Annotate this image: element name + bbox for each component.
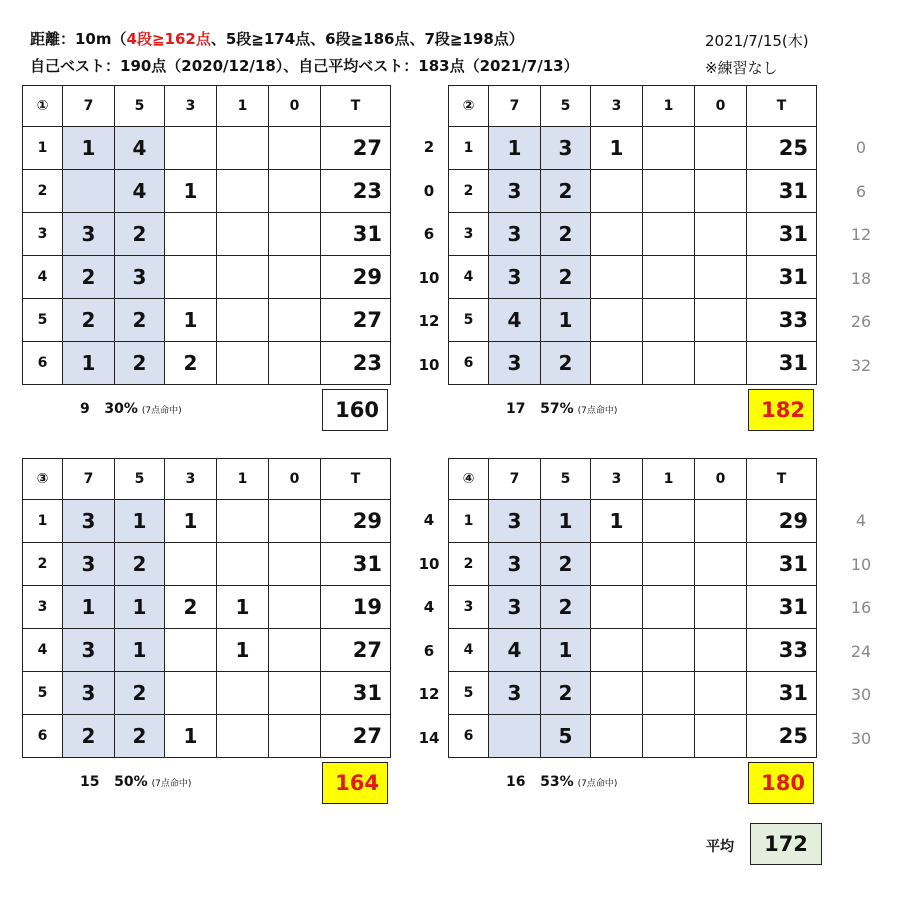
end-total: 23: [321, 342, 391, 385]
score-count-cell: 2: [115, 342, 165, 385]
hit-stats: [80, 774, 191, 790]
end-number: 2: [23, 543, 63, 586]
score-count-cell: 1: [591, 127, 643, 170]
end-row: [449, 715, 817, 758]
score-count-cell: [217, 299, 269, 342]
score-column-header: 0: [269, 459, 321, 500]
score-count-cell: [269, 127, 321, 170]
cumulative-value: 16: [850, 598, 872, 617]
round-total: 180: [748, 762, 814, 804]
score-count-cell: [217, 256, 269, 299]
score-count-cell: [643, 586, 695, 629]
score-count-cell: 2: [541, 586, 591, 629]
end-total: 31: [747, 342, 817, 385]
score-count-cell: 2: [115, 672, 165, 715]
end-number: 4: [23, 629, 63, 672]
score-column-header: 7: [63, 86, 115, 127]
difference-value: 14: [418, 728, 440, 747]
score-count-cell: [165, 127, 217, 170]
end-number: 2: [449, 170, 489, 213]
end-row: [449, 256, 817, 299]
score-count-cell: 1: [115, 629, 165, 672]
score-count-cell: 3: [541, 127, 591, 170]
end-row: [23, 170, 391, 213]
end-total: 23: [321, 170, 391, 213]
end-total: 27: [321, 629, 391, 672]
rank-thresholds: 、5段≧174点、6段≧186点、7段≧198点）: [210, 30, 524, 48]
score-table: [22, 85, 391, 385]
end-number: 1: [23, 500, 63, 543]
end-row: [23, 213, 391, 256]
score-count-cell: 3: [489, 672, 541, 715]
end-number: 4: [449, 629, 489, 672]
round-number: ③: [23, 459, 63, 500]
score-count-cell: 3: [63, 213, 115, 256]
end-number: 6: [449, 342, 489, 385]
hit-rate-note: (7点命中): [141, 406, 182, 416]
score-count-cell: [269, 586, 321, 629]
score-column-header: 7: [489, 459, 541, 500]
score-count-cell: [643, 299, 695, 342]
difference-value: 6: [423, 225, 435, 243]
score-count-cell: 1: [541, 500, 591, 543]
score-count-cell: 1: [63, 586, 115, 629]
date-label: 2021/7/15(木): [705, 32, 809, 50]
round-number: ②: [449, 86, 489, 127]
end-total: 29: [321, 500, 391, 543]
score-count-cell: [165, 543, 217, 586]
score-column-header: 7: [63, 459, 115, 500]
cumulative-value: 12: [850, 225, 872, 244]
end-row: [449, 342, 817, 385]
score-count-cell: 3: [489, 543, 541, 586]
score-count-cell: [591, 256, 643, 299]
score-count-cell: [217, 213, 269, 256]
end-number: 5: [449, 299, 489, 342]
score-count-cell: 2: [541, 342, 591, 385]
end-row: [23, 299, 391, 342]
score-column-header: 5: [541, 86, 591, 127]
score-count-cell: [695, 500, 747, 543]
score-count-cell: 1: [541, 629, 591, 672]
round-number: ④: [449, 459, 489, 500]
score-count-cell: [217, 500, 269, 543]
score-count-cell: [217, 715, 269, 758]
score-table: [22, 458, 391, 758]
end-number: 1: [23, 127, 63, 170]
score-count-cell: 2: [115, 543, 165, 586]
score-count-cell: [695, 715, 747, 758]
score-count-cell: 2: [541, 170, 591, 213]
end-number: 3: [23, 586, 63, 629]
score-count-cell: [165, 256, 217, 299]
score-count-cell: [165, 672, 217, 715]
score-count-cell: [489, 715, 541, 758]
score-column-header: 0: [695, 459, 747, 500]
total-column-header: T: [747, 86, 817, 127]
end-total: 31: [321, 543, 391, 586]
score-count-cell: 2: [63, 256, 115, 299]
score-count-cell: 3: [489, 256, 541, 299]
score-count-cell: 4: [489, 629, 541, 672]
score-count-cell: 3: [63, 629, 115, 672]
score-count-cell: [591, 543, 643, 586]
difference-value: 4: [423, 598, 435, 616]
score-count-cell: [269, 543, 321, 586]
score-count-cell: 2: [165, 342, 217, 385]
end-number: 6: [23, 342, 63, 385]
score-count-cell: [695, 342, 747, 385]
score-column-header: 1: [643, 459, 695, 500]
score-count-cell: [591, 672, 643, 715]
score-count-cell: 3: [63, 672, 115, 715]
rank4-threshold: 4段≧162点: [126, 30, 211, 48]
end-total: 29: [321, 256, 391, 299]
score-count-cell: [695, 543, 747, 586]
personal-best: 自己ベスト：190点（2020/12/18）、自己平均ベスト：183点（2021/7/13）: [30, 57, 579, 75]
score-count-cell: 4: [115, 170, 165, 213]
score-count-cell: 2: [541, 256, 591, 299]
score-column-header: 0: [269, 86, 321, 127]
end-total: 31: [747, 672, 817, 715]
difference-value: 12: [418, 312, 440, 330]
score-count-cell: 1: [541, 299, 591, 342]
score-column-header: 1: [643, 86, 695, 127]
end-row: [449, 543, 817, 586]
end-row: [449, 500, 817, 543]
cumulative-column: [846, 499, 876, 760]
end-number: 6: [449, 715, 489, 758]
end-row: [23, 127, 391, 170]
round-total: 160: [322, 389, 388, 431]
score-count-cell: 3: [63, 543, 115, 586]
score-count-cell: 2: [63, 299, 115, 342]
score-count-cell: [695, 170, 747, 213]
score-count-cell: 2: [541, 672, 591, 715]
difference-value: 2: [423, 138, 435, 156]
score-count-cell: [269, 672, 321, 715]
score-column-header: 1: [217, 86, 269, 127]
score-count-cell: [643, 629, 695, 672]
end-number: 2: [23, 170, 63, 213]
hit-rate: 50%: [114, 774, 148, 790]
round-total: 182: [748, 389, 814, 431]
end-total: 25: [747, 715, 817, 758]
end-number: 3: [23, 213, 63, 256]
score-count-cell: [269, 500, 321, 543]
end-number: 5: [449, 672, 489, 715]
score-count-cell: 3: [489, 170, 541, 213]
end-total: 27: [321, 127, 391, 170]
score-count-cell: [643, 127, 695, 170]
end-number: 2: [449, 543, 489, 586]
score-count-cell: [269, 715, 321, 758]
total-column-header: T: [321, 86, 391, 127]
cumulative-value: 4: [855, 511, 867, 530]
hit-count: 16: [506, 774, 526, 790]
end-total: 29: [747, 500, 817, 543]
score-count-cell: [695, 672, 747, 715]
hit-count: 17: [506, 401, 526, 417]
cumulative-value: 26: [850, 312, 872, 331]
difference-value: 10: [418, 268, 440, 287]
score-count-cell: 1: [217, 586, 269, 629]
score-count-cell: [695, 213, 747, 256]
hit-count: 15: [80, 774, 100, 790]
score-count-cell: 1: [165, 299, 217, 342]
score-count-cell: [695, 299, 747, 342]
round-total: 164: [322, 762, 388, 804]
score-column-header: 1: [217, 459, 269, 500]
score-count-cell: 1: [115, 500, 165, 543]
hit-rate-note: (7点命中): [151, 779, 192, 789]
score-count-cell: 1: [591, 500, 643, 543]
score-count-cell: 2: [63, 715, 115, 758]
end-total: 31: [747, 213, 817, 256]
end-number: 3: [449, 213, 489, 256]
score-count-cell: [695, 629, 747, 672]
score-count-cell: [269, 256, 321, 299]
score-count-cell: 1: [165, 170, 217, 213]
score-count-cell: [591, 586, 643, 629]
score-count-cell: [217, 127, 269, 170]
score-column-header: 3: [591, 459, 643, 500]
score-count-cell: 1: [165, 500, 217, 543]
cumulative-value: 18: [850, 268, 872, 288]
score-count-cell: 1: [217, 629, 269, 672]
end-row: [23, 715, 391, 758]
end-total: 19: [321, 586, 391, 629]
hit-rate: 53%: [540, 774, 574, 790]
hit-stats: [80, 401, 182, 417]
distance-line: [30, 28, 524, 49]
score-count-cell: 1: [63, 342, 115, 385]
score-count-cell: 4: [115, 127, 165, 170]
round-number: ①: [23, 86, 63, 127]
difference-value: 6: [423, 641, 435, 660]
end-total: 31: [747, 256, 817, 299]
end-number: 4: [23, 256, 63, 299]
cumulative-column: [846, 126, 876, 387]
difference-value: 10: [418, 554, 440, 573]
end-total: 31: [321, 672, 391, 715]
difference-value: 10: [418, 355, 440, 374]
score-count-cell: [695, 256, 747, 299]
hit-rate-note: (7点命中): [577, 779, 618, 789]
score-count-cell: [643, 170, 695, 213]
end-number: 1: [449, 127, 489, 170]
end-total: 31: [321, 213, 391, 256]
score-count-cell: [217, 342, 269, 385]
end-number: 5: [23, 299, 63, 342]
end-number: 5: [23, 672, 63, 715]
score-count-cell: 1: [115, 586, 165, 629]
cumulative-value: 24: [850, 641, 872, 661]
score-count-cell: 3: [489, 213, 541, 256]
distance-prefix: 距離：10m（: [30, 30, 127, 48]
difference-column: [414, 126, 444, 387]
score-count-cell: 2: [115, 213, 165, 256]
end-row: [23, 256, 391, 299]
score-count-cell: 2: [165, 586, 217, 629]
score-count-cell: 3: [115, 256, 165, 299]
cumulative-value: 10: [850, 554, 872, 574]
score-column-header: 3: [165, 459, 217, 500]
end-row: [449, 299, 817, 342]
cumulative-value: 6: [855, 181, 867, 201]
average-value: 172: [750, 823, 822, 865]
end-total: 27: [321, 299, 391, 342]
score-table: [448, 85, 817, 385]
hit-rate: 30%: [104, 401, 138, 417]
score-count-cell: 3: [489, 500, 541, 543]
hit-rate-note: (7点命中): [577, 406, 618, 416]
score-count-cell: [591, 629, 643, 672]
score-count-cell: [217, 170, 269, 213]
score-count-cell: 2: [115, 299, 165, 342]
score-count-cell: [643, 715, 695, 758]
score-count-cell: 3: [489, 342, 541, 385]
end-row: [449, 127, 817, 170]
hit-rate: 57%: [540, 401, 574, 417]
score-count-cell: [591, 170, 643, 213]
score-count-cell: 1: [165, 715, 217, 758]
end-row: [449, 170, 817, 213]
score-count-cell: [269, 213, 321, 256]
practice-note: ※練習なし: [705, 59, 778, 77]
score-count-cell: [695, 586, 747, 629]
difference-column: [414, 499, 444, 760]
cumulative-value: 0: [855, 138, 867, 157]
end-row: [23, 543, 391, 586]
score-count-cell: 1: [489, 127, 541, 170]
hit-count: 9: [80, 401, 90, 417]
score-count-cell: [63, 170, 115, 213]
score-count-cell: [269, 629, 321, 672]
score-count-cell: 5: [541, 715, 591, 758]
end-row: [449, 586, 817, 629]
score-count-cell: [591, 299, 643, 342]
score-column-header: 7: [489, 86, 541, 127]
difference-value: 0: [423, 181, 435, 200]
end-row: [449, 629, 817, 672]
difference-value: 4: [423, 511, 435, 529]
score-count-cell: [591, 213, 643, 256]
hit-stats: [506, 401, 617, 417]
end-row: [23, 342, 391, 385]
score-column-header: 5: [115, 459, 165, 500]
score-count-cell: [269, 299, 321, 342]
score-count-cell: [269, 170, 321, 213]
score-count-cell: [165, 629, 217, 672]
score-column-header: 5: [541, 459, 591, 500]
score-column-header: 3: [165, 86, 217, 127]
cumulative-value: 30: [850, 728, 872, 748]
score-count-cell: [217, 672, 269, 715]
total-column-header: T: [321, 459, 391, 500]
end-number: 4: [449, 256, 489, 299]
end-row: [23, 586, 391, 629]
end-total: 31: [747, 586, 817, 629]
score-count-cell: [217, 543, 269, 586]
score-count-cell: [643, 256, 695, 299]
score-count-cell: 4: [489, 299, 541, 342]
score-table: [448, 458, 817, 758]
end-row: [23, 629, 391, 672]
score-count-cell: [643, 672, 695, 715]
score-count-cell: [643, 213, 695, 256]
end-total: 33: [747, 299, 817, 342]
total-column-header: T: [747, 459, 817, 500]
score-column-header: 3: [591, 86, 643, 127]
score-count-cell: [591, 342, 643, 385]
end-row: [449, 213, 817, 256]
score-count-cell: [695, 127, 747, 170]
score-count-cell: 3: [63, 500, 115, 543]
score-count-cell: 2: [541, 543, 591, 586]
end-row: [449, 672, 817, 715]
score-count-cell: 2: [115, 715, 165, 758]
score-count-cell: [643, 543, 695, 586]
score-count-cell: [591, 715, 643, 758]
end-row: [23, 500, 391, 543]
end-number: 6: [23, 715, 63, 758]
difference-value: 12: [418, 685, 440, 703]
end-row: [23, 672, 391, 715]
end-number: 1: [449, 500, 489, 543]
cumulative-value: 32: [850, 355, 872, 375]
score-count-cell: [643, 342, 695, 385]
average-label: 平均: [706, 839, 734, 855]
end-total: 27: [321, 715, 391, 758]
score-count-cell: 2: [541, 213, 591, 256]
end-total: 33: [747, 629, 817, 672]
score-count-cell: [165, 213, 217, 256]
score-column-header: 0: [695, 86, 747, 127]
score-column-header: 5: [115, 86, 165, 127]
end-total: 31: [747, 543, 817, 586]
hit-stats: [506, 774, 617, 790]
score-count-cell: [643, 500, 695, 543]
score-count-cell: [269, 342, 321, 385]
cumulative-value: 30: [850, 685, 872, 704]
score-count-cell: 3: [489, 586, 541, 629]
score-count-cell: 1: [63, 127, 115, 170]
end-number: 3: [449, 586, 489, 629]
end-total: 25: [747, 127, 817, 170]
end-total: 31: [747, 170, 817, 213]
